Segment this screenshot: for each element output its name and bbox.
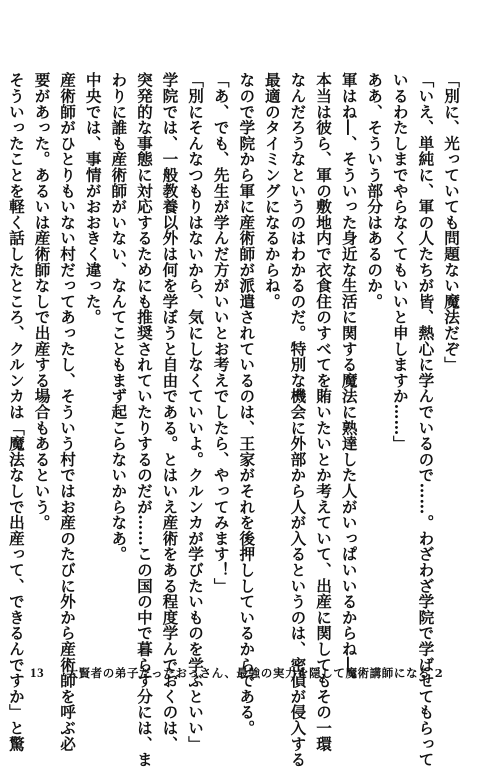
text-line: 「いえ、単純に、軍の人たちが皆、熱心に学んでいるので……。わざわざ学院で学ばせてもらって [416,72,436,767]
text-line: 学院では、一般教養以外は何を学ぼうと自由である。とはいえ産術をある程度学んでおくのは、 [160,72,180,752]
text-line: 産術師がひとりもいない村だってあったし、そういう村ではお産のたびに外から産術師を呼ぶ必 [58,72,78,752]
text-line: 「別に、光っていても問題ない魔法だぞ」 [442,72,461,373]
text-line: ああ、そういう部分はあるのか。 [365,72,385,309]
text-line: 「あ、でも、先生が学んだ方がいいとお考えでしたら、やってみます！」 [211,72,231,594]
text-line: なんだろうなというのはわかるのだ。特別な機会に外部から人が入るというのは、密偵が侵入する [288,72,308,767]
page-number: 13 [30,665,45,680]
text-line: 「別にそんなつもりはないから、気にしなくていいよ。クルンカが学びたいものを学ぶといい」 [186,72,206,752]
text-line: 突発的な事態に対応するためにも推奨されていたりするのだが……この国の中で暮らす分には、ま [134,72,154,767]
text-line: 軍はね―、そういった身近な生活に関する魔法に熟達した人がいっぱいいるからね―。 [339,72,359,689]
page-footer [30,665,443,681]
text-line: そういったことを軽く話したところ、クルンカは「魔法なしで出産って、できるんですか」と驚 [6,72,26,752]
text-line: 中央では、事情がおおきく違った。 [83,72,103,325]
text-line: 本当は彼ら、軍の敷地内で衣食住のすべてを賄いたいとか考えていて、出産に関してもその一環 [314,72,334,752]
running-title: 大賢者の弟子だったおっさん、最強の実力を隠して魔術講師になる 2 [66,666,444,680]
text-line: いるわたしまでやらなくてもいいと申しますか……」 [390,72,410,452]
text-line: わりに誰も産術師がいない、なんてこともまず起こらないからなあ。 [109,72,129,562]
text-line: なので学院から軍に産術師が派遣されているのは、王家がそれを後押ししているからである。 [237,72,257,736]
text-line: 最適のタイミングになるからね。 [262,72,282,309]
text-line: 要があった。あるいは産術師なしで出産する場合もあるという。 [32,72,52,531]
